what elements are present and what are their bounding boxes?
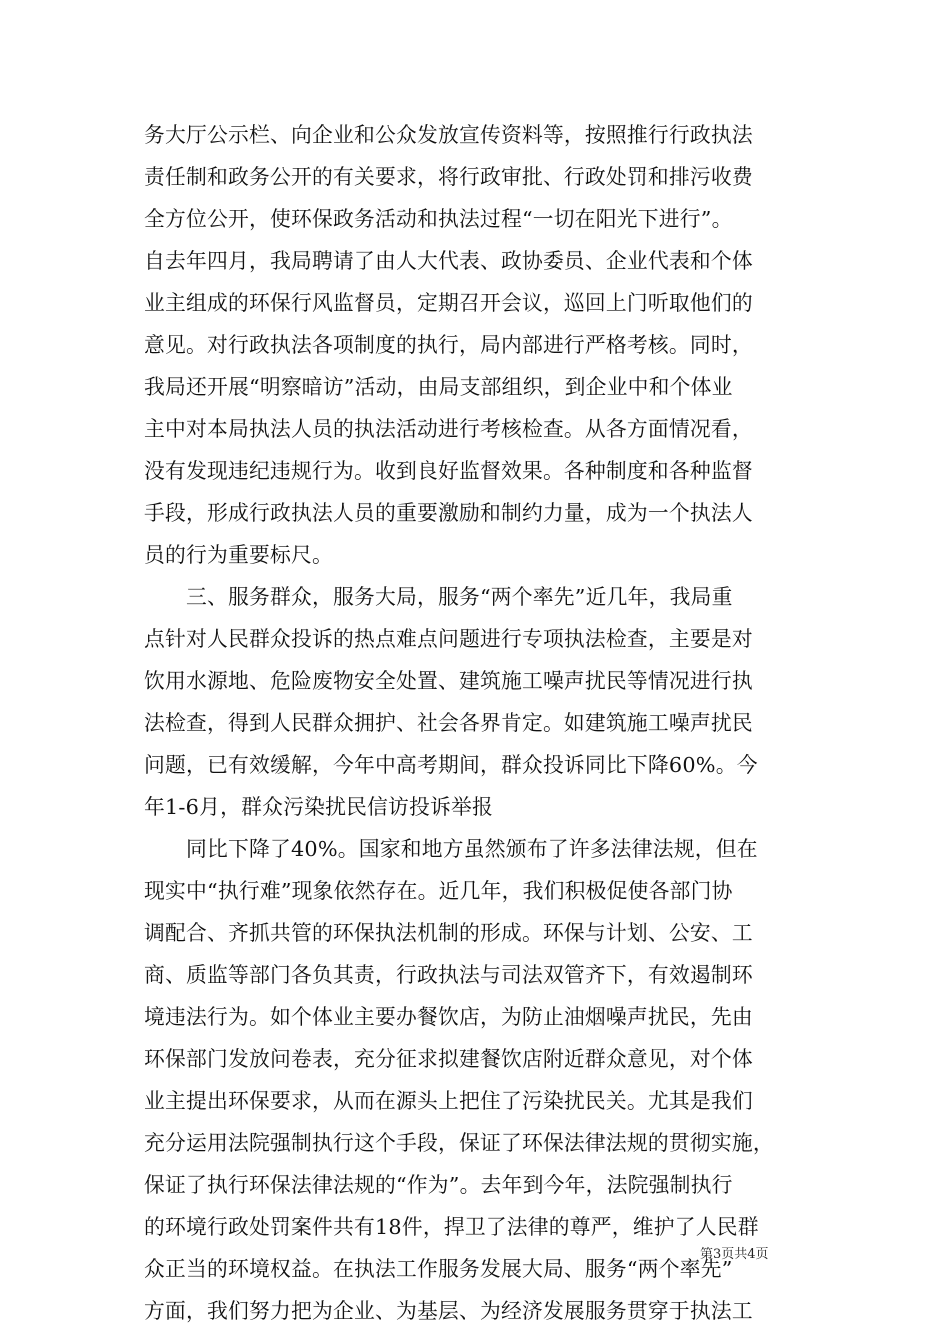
text-line: 商、质监等部门各负其责，行政执法与司法双管齐下，有效遏制环: [144, 963, 753, 987]
text-line: 点针对人民群众投诉的热点难点问题进行专项执法检查，主要是对: [144, 627, 753, 651]
text-line: 意见。对行政执法各项制度的执行，局内部进行严格考核。同时，: [144, 333, 753, 357]
text-line: 务大厅公示栏、向企业和公众发放宣传资料等，按照推行行政执法: [144, 123, 753, 147]
text-line: 境违法行为。如个体业主要办餐饮店，为防止油烟噪声扰民，先由: [144, 1005, 753, 1029]
page-number: 第3页共4页: [700, 1247, 769, 1262]
text-line: 主中对本局执法人员的执法活动进行考核检查。从各方面情况看，: [144, 417, 753, 441]
text-line: 法检查，得到人民群众拥护、社会各界肯定。如建筑施工噪声扰民: [144, 711, 753, 735]
text-line: 业主提出环保要求，从而在源头上把住了污染扰民关。尤其是我们: [144, 1089, 753, 1113]
text-line: 众正当的环境权益。在执法工作服务发展大局、服务“两个率先”: [144, 1257, 733, 1281]
section-heading-line: 三、服务群众，服务大局，服务“两个率先”近几年，我局重: [186, 585, 733, 609]
text-line: 自去年四月，我局聘请了由人大代表、政协委员、企业代表和个体: [144, 249, 753, 273]
text-line: 充分运用法院强制执行这个手段，保证了环保法律法规的贯彻实施，: [144, 1131, 774, 1155]
text-line: 年1-6月，群众污染扰民信访投诉举报: [144, 795, 494, 819]
text-line: 问题，已有效缓解，今年中高考期间，群众投诉同比下降60%。今: [144, 753, 758, 777]
text-line: 调配合、齐抓共管的环保执法机制的形成。环保与计划、公安、工: [144, 921, 753, 945]
text-line: 员的行为重要标尺。: [144, 543, 333, 567]
text-line: 饮用水源地、危险废物安全处置、建筑施工噪声扰民等情况进行执: [144, 669, 753, 693]
text-line: 我局还开展“明察暗访”活动，由局支部组织，到企业中和个体业: [144, 375, 733, 399]
text-line: 手段，形成行政执法人员的重要激励和制约力量，成为一个执法人: [144, 501, 753, 525]
text-line: 保证了执行环保法律法规的“作为”。去年到今年，法院强制执行: [144, 1173, 733, 1197]
text-line: 责任制和政务公开的有关要求，将行政审批、行政处罚和排污收费: [144, 165, 753, 189]
text-line: 没有发现违纪违规行为。收到良好监督效果。各种制度和各种监督: [144, 459, 753, 483]
text-line: 全方位公开，使环保政务活动和执法过程“一切在阳光下进行”。: [144, 207, 733, 231]
text-line: 现实中“执行难”现象依然存在。近几年，我们积极促使各部门协: [144, 879, 733, 903]
text-line: 环保部门发放问卷表，充分征求拟建餐饮店附近群众意见，对个体: [144, 1047, 753, 1071]
body-text: [144, 114, 814, 1332]
text-line: 业主组成的环保行风监督员，定期召开会议，巡回上门听取他们的: [144, 291, 753, 315]
text-line: 方面，我们努力把为企业、为基层、为经济发展服务贯穿于执法工: [144, 1299, 753, 1323]
text-line: 的环境行政处罚案件共有18件，捍卫了法律的尊严，维护了人民群: [144, 1215, 759, 1239]
paragraph-start-line: 同比下降了40%。国家和地方虽然颁布了许多法律法规，但在: [186, 837, 758, 861]
